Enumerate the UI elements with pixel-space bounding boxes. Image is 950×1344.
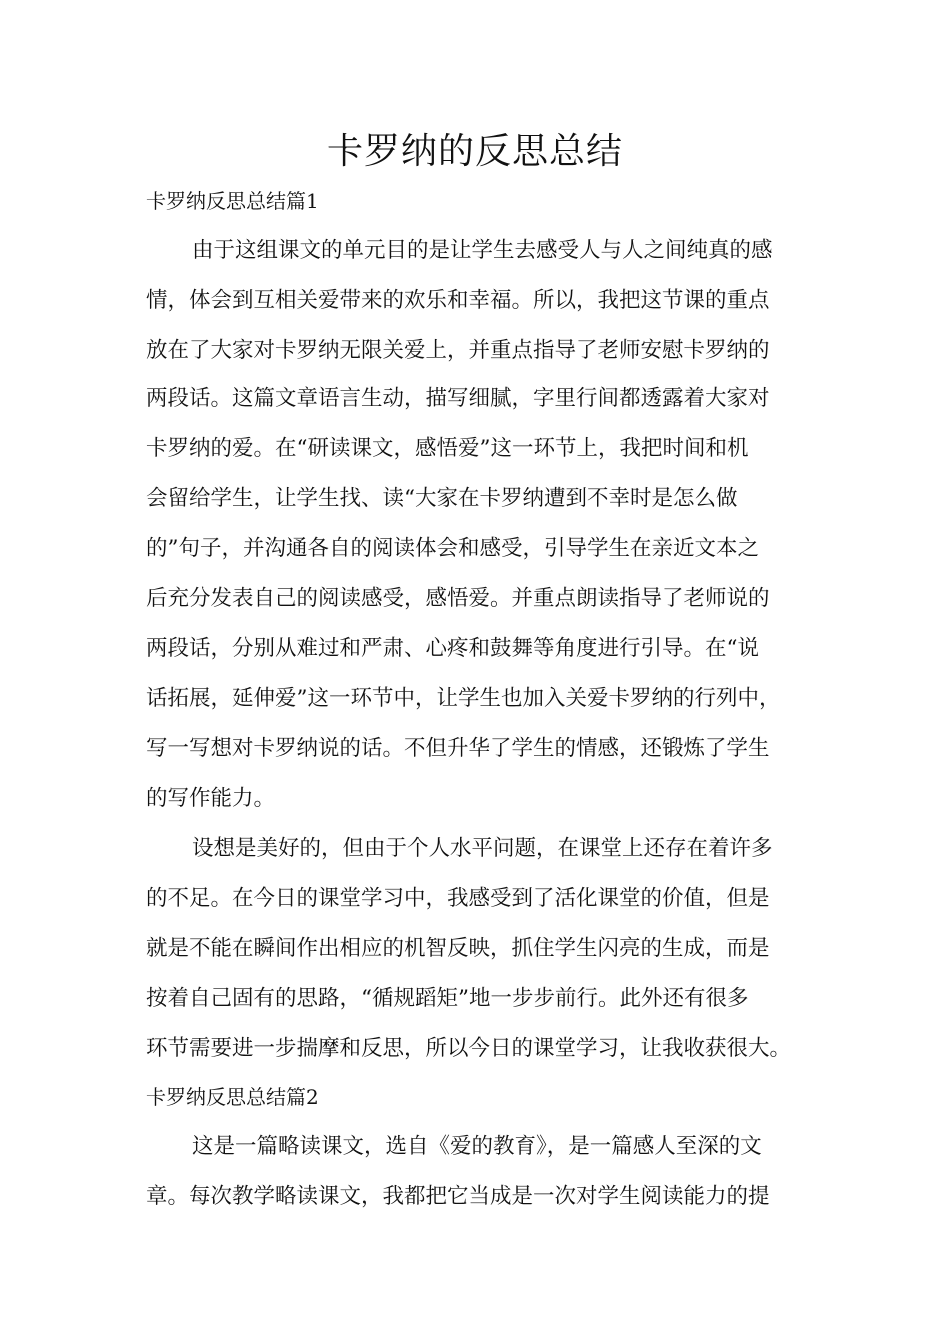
paragraph-line: 写一写想对卡罗纳说的话。不但升华了学生的情感，还锻炼了学生 — [146, 736, 770, 761]
paragraph-line: 放在了大家对卡罗纳无限关爱上，并重点指导了老师安慰卡罗纳的 — [146, 338, 770, 363]
paragraph-line: 由于这组课文的单元目的是让学生去感受人与人之间纯真的感 — [192, 238, 773, 263]
paragraph-line: 的写作能力。 — [146, 786, 276, 811]
paragraph-line: 的不足。在今日的课堂学习中，我感受到了活化课堂的价值，但是 — [146, 886, 770, 911]
document-title: 卡罗纳的反思总结 — [326, 131, 623, 172]
paragraph-line: 环节需要进一步揣摩和反思，所以今日的课堂学习，让我收获很大。 — [146, 1036, 792, 1061]
paragraph-line: 章。每次教学略读课文，我都把它当成是一次对学生阅读能力的提 — [146, 1184, 770, 1209]
paragraph-line: 后充分发表自己的阅读感受，感悟爱。并重点朗读指导了老师说的 — [146, 586, 770, 611]
paragraph-line: 的”句子，并沟通各自的阅读体会和感受，引导学生在亲近文本之 — [146, 536, 759, 561]
section-heading-1: 卡罗纳反思总结篇1 — [146, 189, 319, 213]
paragraph-line: 按着自己固有的思路，“循规蹈矩”地一步步前行。此外还有很多 — [146, 986, 749, 1011]
paragraph-line: 两段话，分别从难过和严肃、心疼和鼓舞等角度进行引导。在“说 — [146, 636, 759, 661]
paragraph-line: 会留给学生，让学生找、读“大家在卡罗纳遭到不幸时是怎么做 — [146, 486, 738, 511]
paragraph-line: 设想是美好的，但由于个人水平问题，在课堂上还存在着许多 — [192, 836, 773, 861]
paragraph-line: 情，体会到互相关爱带来的欢乐和幸福。所以，我把这节课的重点 — [146, 288, 770, 313]
paragraph-line: 就是不能在瞬间作出相应的机智反映，抓住学生闪亮的生成，而是 — [146, 936, 770, 961]
paragraph-line: 这是一篇略读课文，选自《爱的教育》，是一篇感人至深的文 — [192, 1134, 762, 1159]
paragraph-line: 卡罗纳的爱。在“研读课文，感悟爱”这一环节上，我把时间和机 — [146, 436, 749, 461]
paragraph-line: 两段话。这篇文章语言生动，描写细腻，字里行间都透露着大家对 — [146, 386, 770, 411]
paragraph-line: 话拓展，延伸爱”这一环节中，让学生也加入关爱卡罗纳的行列中， — [146, 686, 781, 711]
section-heading-2: 卡罗纳反思总结篇2 — [146, 1085, 319, 1109]
